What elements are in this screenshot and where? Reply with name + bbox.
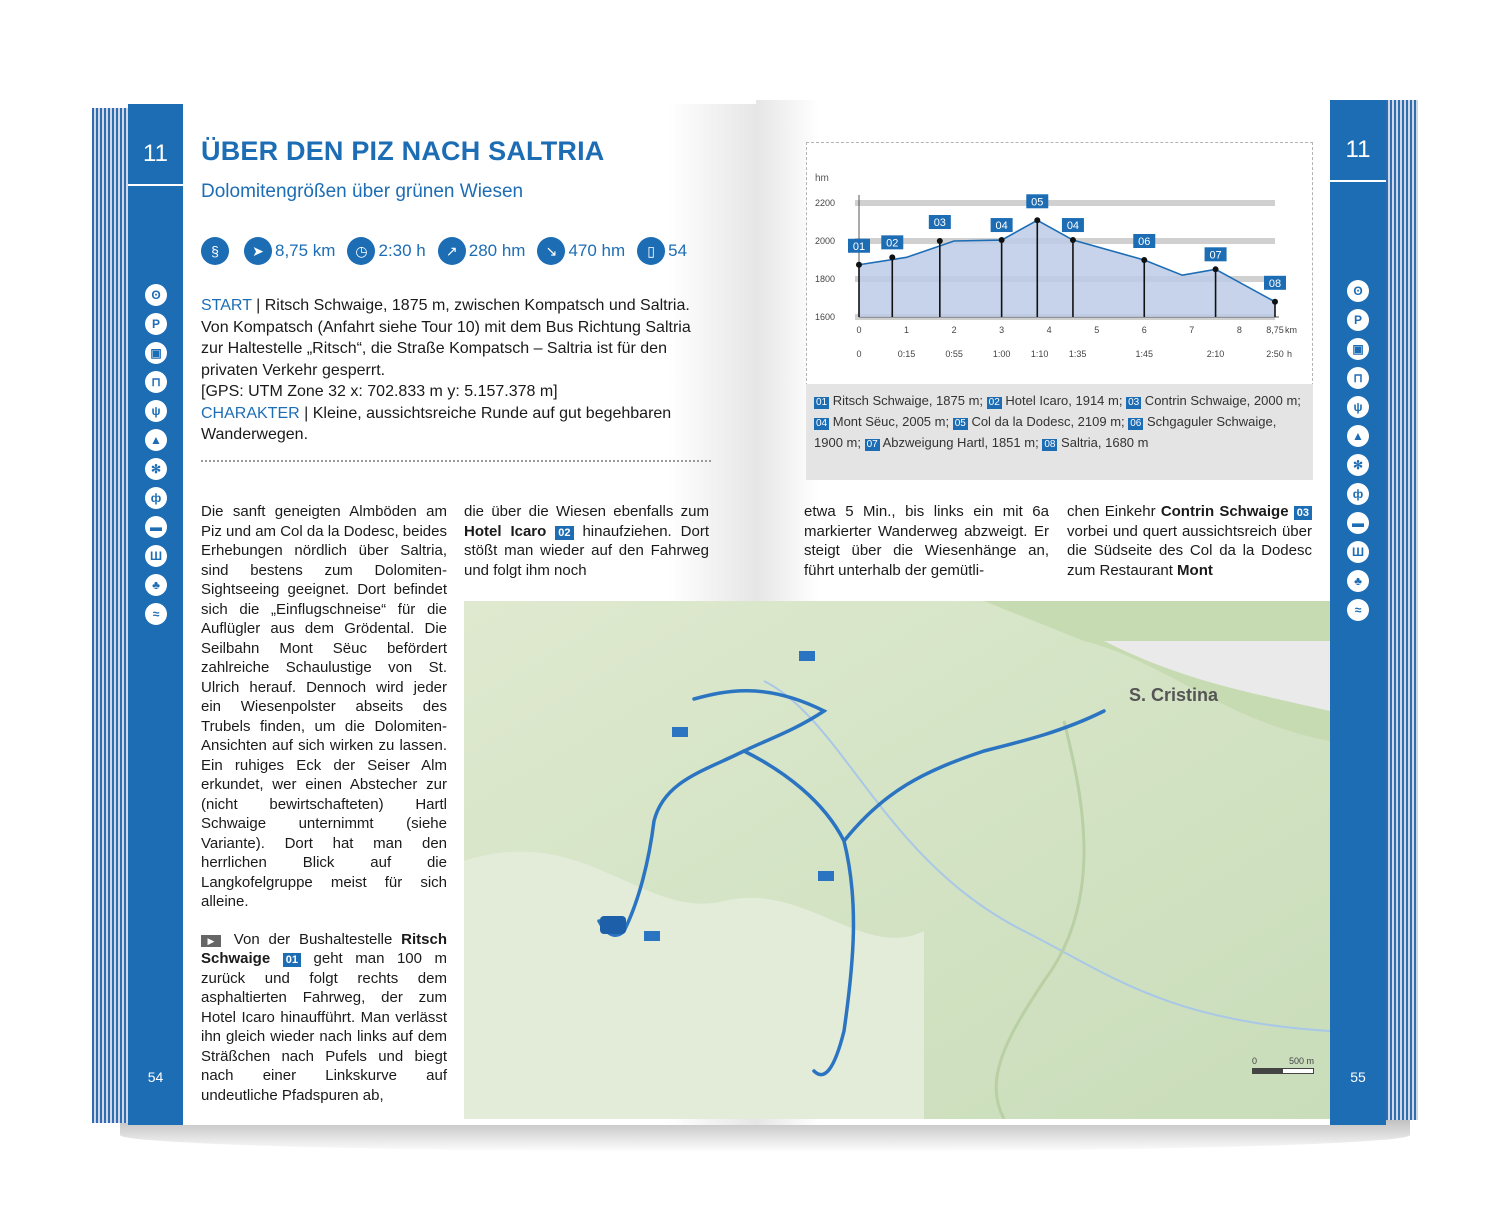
bar-divider xyxy=(128,184,183,186)
side-icons-left xyxy=(143,284,169,632)
body-column-4: chen Einkehr Contrin Schwaige 03 vorbei und quert aussichtsreich über die Südseite des Col da la Dodesc zum Restaurant Mont xyxy=(1067,503,1312,579)
waypoint-label: 08 xyxy=(1268,277,1282,290)
museum-icon: Ш xyxy=(1347,541,1369,563)
legend-waypoint-text: Contrin Schwaige, 2000 m; xyxy=(1141,393,1301,408)
x-km-tick-label: 6 xyxy=(1141,325,1147,335)
x-time-tick-label: 1:35 xyxy=(1068,349,1087,359)
chart-area xyxy=(859,220,1275,317)
map-waypoint-marker xyxy=(644,931,660,941)
ascent-icon: ↗ xyxy=(438,237,466,265)
bike-icon: ф xyxy=(1347,483,1369,505)
gps-text: [GPS: UTM Zone 32 x: 702.833 m y: 5.157.378 m] xyxy=(201,383,558,400)
y-tick-label: 2200 xyxy=(815,198,836,208)
page-number-right: 55 xyxy=(1350,1069,1366,1085)
duration-value: 2:30 h xyxy=(378,241,426,260)
x-time-unit: h xyxy=(1287,349,1293,359)
bed-icon: ▬ xyxy=(145,516,167,538)
bike-icon: ф xyxy=(145,487,167,509)
right-tour-bar xyxy=(1330,100,1386,1125)
mountain-icon: ▲ xyxy=(1347,425,1369,447)
bear-icon: ʘ xyxy=(145,284,167,306)
cable-car-icon: ⊓ xyxy=(145,371,167,393)
legend-waypoint-badge: 08 xyxy=(1044,439,1056,450)
x-km-unit: km xyxy=(1285,325,1297,335)
x-time-tick-label: 1:00 xyxy=(992,349,1011,359)
waypoint-point xyxy=(1070,237,1076,243)
map-place-label: S. Cristina xyxy=(1129,685,1219,705)
map-page-value: 54 xyxy=(668,241,688,260)
tree-icon: ♣ xyxy=(145,574,167,596)
bus-icon: ▣ xyxy=(1347,338,1369,360)
map-page-fact xyxy=(637,237,687,265)
duration-fact xyxy=(347,237,425,265)
bus-stop-marker xyxy=(600,916,626,934)
swim-icon: ≈ xyxy=(1347,599,1369,621)
tour-number-right: 11 xyxy=(1345,136,1371,163)
ascent-fact xyxy=(438,237,526,265)
parking-icon: P xyxy=(1347,309,1369,331)
waypoint-label: 04 xyxy=(995,220,1008,233)
page-subtitle: Dolomitengrößen über grünen Wiesen xyxy=(201,181,524,202)
body-column-1 xyxy=(201,502,447,1105)
intro-block xyxy=(201,295,711,446)
waypoint-point xyxy=(1034,217,1040,223)
y-tick-label: 1600 xyxy=(815,312,836,322)
legend-waypoint-text: Mont Sëuc, 2005 m; xyxy=(829,414,953,429)
x-time-tick-label: 0:15 xyxy=(897,349,916,359)
route-icon: § xyxy=(201,237,229,265)
legend-waypoint-text: Col da la Dodesc, 2109 m; xyxy=(967,414,1129,429)
x-km-tick-label: 5 xyxy=(1094,325,1100,335)
tour-facts xyxy=(201,236,699,266)
waypoint-point xyxy=(1272,299,1278,305)
left-tour-bar xyxy=(128,104,183,1125)
signpost-icon: ➤ xyxy=(244,237,272,265)
x-km-tick-label: 3 xyxy=(999,325,1005,335)
profile-area xyxy=(859,220,1275,317)
clock-icon: ◷ xyxy=(347,237,375,265)
waypoint-label: 06 xyxy=(1138,236,1151,248)
y-tick-label: 1800 xyxy=(815,274,836,284)
route-fact xyxy=(201,237,232,265)
descent-fact xyxy=(537,237,625,265)
body-column-2: die über die Wiesen ebenfalls zum Hotel Icaro 02 hinaufziehen. Dort stößt man wieder auf den Fahrweg und folgt ihm noch xyxy=(464,503,709,579)
bed-icon: ▬ xyxy=(1347,512,1369,534)
dotted-divider xyxy=(201,460,711,462)
y-axis-label: hm xyxy=(815,173,829,184)
x-time-tick-label: 2:10 xyxy=(1206,349,1225,359)
descent-value: 470 hm xyxy=(568,241,626,260)
bear-icon: ʘ xyxy=(1347,280,1369,302)
x-km-tick-label: 0 xyxy=(856,325,862,335)
restaurant-icon: ψ xyxy=(1347,396,1369,418)
page-number-left: 54 xyxy=(147,1069,164,1085)
left-page-edges xyxy=(92,108,128,1123)
tour-number: 11 xyxy=(143,140,168,167)
x-time-tick-label: 1:10 xyxy=(1030,349,1049,359)
x-km-tick-label: 8,75 xyxy=(1266,325,1284,335)
cable-car-icon: ⊓ xyxy=(1347,367,1369,389)
ascent-value: 280 hm xyxy=(468,241,526,260)
museum-icon: Ш xyxy=(145,545,167,567)
waypoint-label: 04 xyxy=(1066,220,1080,233)
right-page-edges xyxy=(1384,100,1418,1120)
waypoint-label: 01 xyxy=(852,240,866,253)
route-paragraph: ▶ Von der Bushaltestelle Ritsch Schwaige 01 geht man 100 m zurück und folgt rechts dem asphaltierten Fahrweg, der zum Hotel Icaro hinaufführt. Man verlässt ihn gleich wieder nach links auf dem Sträßchen nach Pufels und biegt nach einer Linkskurve auf undeutliche Pfadspuren ab, xyxy=(201,930,447,1104)
waypoint-label: 05 xyxy=(1031,196,1044,209)
descent-icon: ↘ xyxy=(537,237,565,265)
route-map xyxy=(464,601,1330,1119)
waypoint-label: 02 xyxy=(886,237,899,250)
x-km-tick-label: 1 xyxy=(904,325,910,335)
y-tick-label: 2000 xyxy=(815,236,836,246)
x-time-tick-label: 2:50 xyxy=(1266,349,1284,359)
x-km-tick-label: 2 xyxy=(951,325,957,335)
charakter-text: | Kleine, aussichtsreiche Runde auf gut begehbaren Wanderwegen. xyxy=(201,404,672,443)
waypoint-point xyxy=(937,238,943,244)
charakter-label: CHARAKTER xyxy=(201,404,300,422)
parking-icon: P xyxy=(145,313,167,335)
waypoint-badge: 03 xyxy=(1294,506,1312,520)
legend-waypoint-text: Hotel Icaro, 1914 m; xyxy=(1001,393,1127,408)
waypoint-badge: 02 xyxy=(555,526,573,540)
play-arrow-icon: ▶ xyxy=(201,935,221,947)
legend-waypoint-badge: 04 xyxy=(816,418,828,429)
restaurant-icon: ψ xyxy=(145,400,167,422)
snowflake-icon: ✻ xyxy=(1347,454,1369,476)
legend-waypoint-text: Ritsch Schwaige, 1875 m; xyxy=(829,393,987,408)
waypoint-point xyxy=(889,254,895,260)
legend-waypoint-text: Schgaguler Schwaige, 1900 m; xyxy=(814,414,1277,450)
waypoint-label: 03 xyxy=(933,217,946,229)
intro-paragraph: Die sanft geneigten Almböden am Piz und am Col da la Dodesc, beides Erhebungen nördlich über Saltria, sind bestens zum Dolomiten-Sightseeing geeignet. Dort befindet sich die „Einflugschneise“ für die Auflügler aus dem Grödental. Die Seilbahn Mont Sëuc befördert zahlreiche Schaulustige von St. Ulrich herauf. Dennoch wird jeder ein Wiesenpolster abseits des Trubels finden, um die Dolomiten-Ansichten auf sich wirken zu lassen. Ein ruhiges Eck der Seiser Alm erkundet, wer einen Abstecher zur (nicht bewirtschafteten) Hartl Schwaige unternimmt (siehe Variante). Dort hat man den herrlichen Blick auf die Langkofelgruppe meist für sich alleine. xyxy=(201,503,447,910)
legend-waypoint-badge: 07 xyxy=(866,439,878,450)
legend-waypoint-badge: 05 xyxy=(954,418,966,429)
map-icon: ▯ xyxy=(637,237,665,265)
waypoint-point xyxy=(1213,266,1219,272)
snowflake-icon: ✻ xyxy=(145,458,167,480)
body-column-3: etwa 5 Min., bis links ein mit 6a markierter Wanderweg abzweigt. Er steigt über die Wiesenhänge an, führt unterhalb der gemütli- xyxy=(804,503,1049,579)
x-km-tick-label: 8 xyxy=(1236,325,1242,335)
legend-waypoint-badge: 01 xyxy=(816,397,828,408)
swim-icon: ≈ xyxy=(145,603,167,625)
waypoint-legend xyxy=(806,384,1313,480)
legend-waypoint-badge: 03 xyxy=(1128,397,1140,408)
legend-waypoint-text: Saltria, 1680 m xyxy=(1057,435,1149,450)
legend-waypoint-badge: 02 xyxy=(988,397,1000,408)
start-text: | Ritsch Schwaige, 1875 m, zwischen Kompatsch und Saltria. Von Kompatsch (Anfahrt siehe Tour 10) mit dem Bus Richtung Saltria zur Haltestelle „Ritsch“, die Straße Kompatsch – Saltria ist für den privaten Verkehr gesperrt. xyxy=(201,297,691,379)
start-label: START xyxy=(201,297,252,314)
distance-fact xyxy=(244,237,335,265)
waypoint-label: 07 xyxy=(1209,249,1222,262)
side-icons-right xyxy=(1345,280,1371,628)
waypoint-point xyxy=(856,262,862,268)
mountain-icon: ▲ xyxy=(145,429,167,451)
map-waypoint-marker xyxy=(799,651,815,661)
waypoint-point xyxy=(999,237,1005,243)
map-waypoint-marker xyxy=(672,727,688,737)
map-scale: 0 500 m xyxy=(1252,1056,1314,1074)
distance-value: 8,75 km xyxy=(275,241,336,260)
legend-waypoint-text: Abzweigung Hartl, 1851 m; xyxy=(879,435,1043,450)
x-km-tick-label: 4 xyxy=(1046,325,1052,335)
map-waypoint-marker xyxy=(818,871,834,881)
legend-waypoint-badge: 06 xyxy=(1130,418,1142,429)
elevation-profile xyxy=(806,142,1313,386)
waypoint-badge: 01 xyxy=(283,953,301,967)
x-km-tick-label: 7 xyxy=(1189,325,1195,335)
tree-icon: ♣ xyxy=(1347,570,1369,592)
waypoint-point xyxy=(1141,257,1147,263)
page-title: ÜBER DEN PIZ NACH SALTRIA xyxy=(201,136,605,166)
bar-divider xyxy=(1330,180,1386,182)
x-ticks xyxy=(856,325,1297,359)
x-time-tick-label: 0 xyxy=(856,349,862,359)
x-time-tick-label: 1:45 xyxy=(1135,349,1154,359)
bus-icon: ▣ xyxy=(145,342,167,364)
x-time-tick-label: 0:55 xyxy=(945,349,963,359)
